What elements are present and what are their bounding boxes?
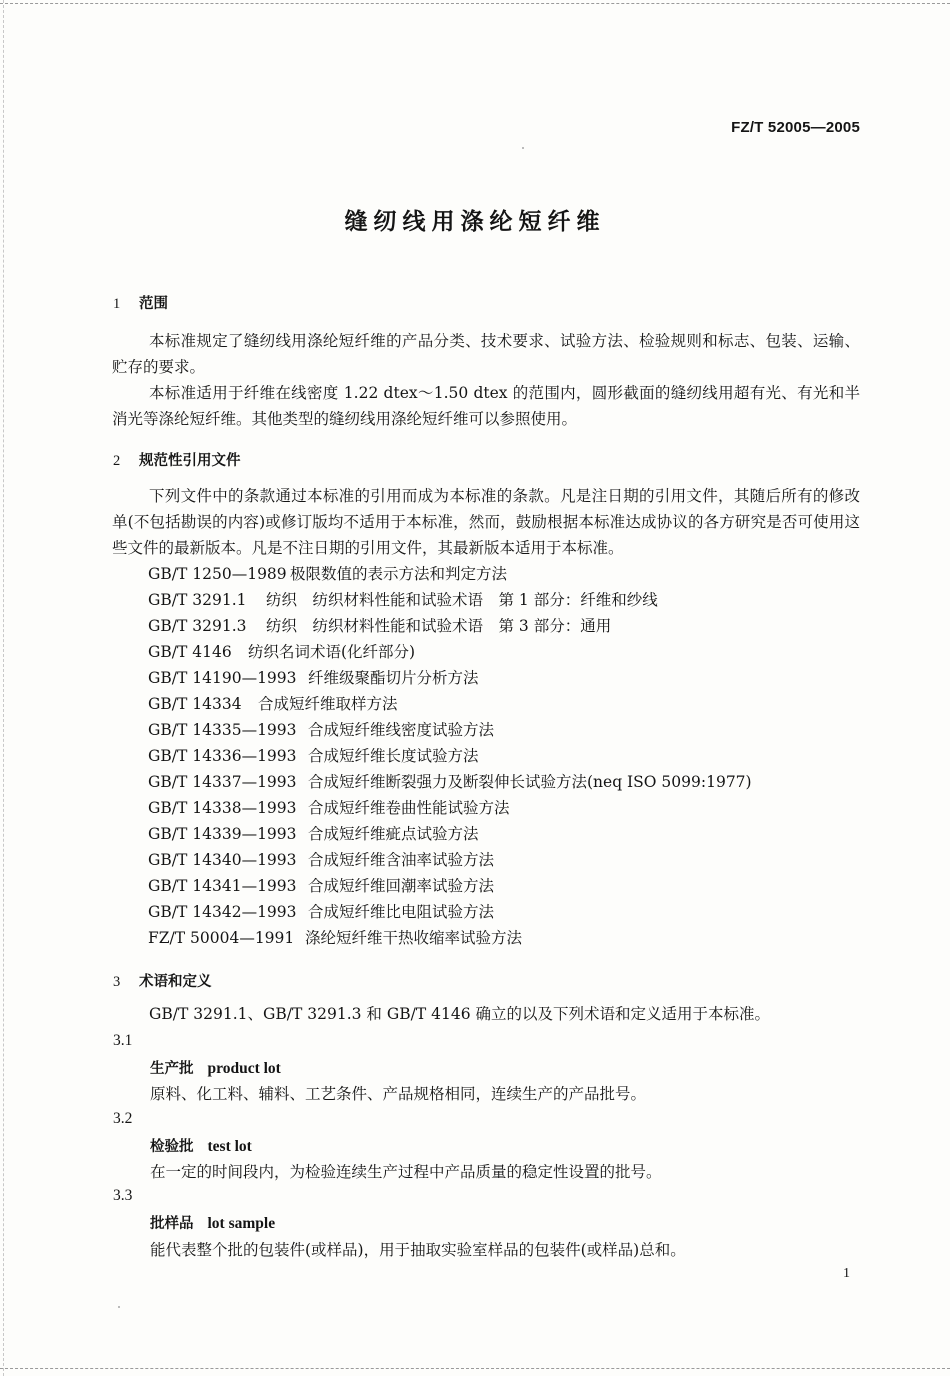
scan-edge-top [0, 3, 950, 4]
reference-code: GB/T 4146 [148, 643, 232, 661]
page-number: 1 [843, 1266, 850, 1281]
reference-title: 合成短纤维长度试验方法 [308, 747, 479, 765]
reference-item [148, 614, 611, 636]
term-entry [150, 1135, 252, 1156]
reference-code: GB/T 14341—1993 [148, 877, 297, 895]
section-2-intro: 下列文件中的条款通过本标准的引用而成为本标准的条款。凡是注日期的引用文件，其随后所有的修改单(不包括勘误的内容)或修订版均不适用于本标准，然而，鼓励根据本标准达成协议的各方研究是否可使用这些文件的最新版本。凡是不注日期的引用文件，其最新版本适用于本标准。 [112, 487, 860, 557]
reference-code: GB/T 14340—1993 [148, 851, 297, 869]
reference-code: GB/T 14336—1993 [148, 747, 297, 765]
reference-item [148, 900, 494, 922]
scan-speck [118, 1306, 120, 1308]
term-definition: 在一定的时间段内，为检验连续生产过程中产品质量的稳定性设置的批号。 [150, 1163, 662, 1181]
reference-title: 合成短纤维取样方法 [258, 695, 398, 713]
reference-code: GB/T 3291.1 [148, 591, 247, 609]
subclause-number: 3.3 [113, 1187, 133, 1204]
reference-title: 涤纶短纤维干热收缩率试验方法 [305, 929, 523, 947]
section-number: 2 [113, 453, 121, 469]
reference-code: GB/T 14334 [148, 695, 242, 713]
reference-code: GB/T 14338—1993 [148, 799, 297, 817]
reference-title: 纤维级聚酯切片分析方法 [308, 669, 479, 687]
term-definition: 能代表整个批的包装件(或样品)，用于抽取实验室样品的包装件(或样品)总和。 [150, 1241, 686, 1259]
subclause-number: 3.1 [113, 1032, 133, 1049]
section-title: 术语和定义 [139, 974, 212, 990]
reference-item [148, 718, 494, 740]
reference-code: GB/T 14342—1993 [148, 903, 297, 921]
section-number: 1 [113, 296, 121, 312]
reference-title: 合成短纤维比电阻试验方法 [308, 903, 495, 921]
reference-title: 合成短纤维回潮率试验方法 [308, 877, 495, 895]
section-1-paragraph: 本标准规定了缝纫线用涤纶短纤维的产品分类、技术要求、试验方法、检验规则和标志、包装、运输、贮存的要求。 [112, 332, 860, 376]
reference-code: GB/T 14339—1993 [148, 825, 297, 843]
reference-item [148, 822, 479, 844]
section-title: 范围 [139, 296, 168, 312]
subclause-number: 3.2 [113, 1110, 133, 1127]
document-title: 缝纫线用涤纶短纤维 [344, 209, 606, 235]
reference-item [148, 848, 494, 870]
term-entry [150, 1212, 275, 1233]
reference-title: 纺织 纺织材料性能和试验术语 第 1 部分：纤维和纱线 [266, 591, 658, 609]
section-3-intro: GB/T 3291.1、GB/T 3291.3 和 GB/T 4146 确立的以及下列术语和定义适用于本标准。 [149, 1005, 770, 1023]
reference-item [148, 926, 522, 948]
reference-title: 合成短纤维卷曲性能试验方法 [308, 799, 510, 817]
reference-code: GB/T 14335—1993 [148, 721, 297, 739]
reference-item [148, 692, 398, 714]
section-3-heading [113, 970, 212, 991]
reference-title: 合成短纤维疵点试验方法 [308, 825, 479, 843]
section-number: 3 [113, 974, 121, 990]
term-definition: 原料、化工料、辅料、工艺条件、产品规格相同，连续生产的产品批号。 [150, 1085, 647, 1103]
reference-title: 极限数值的表示方法和判定方法 [290, 565, 508, 583]
reference-item [148, 744, 479, 766]
reference-item [148, 640, 415, 662]
reference-title: 纺织名词术语(化纤部分) [248, 643, 416, 661]
term-chinese: 批样品 [150, 1216, 194, 1232]
reference-code: GB/T 1250—1989 [148, 565, 287, 583]
reference-code: GB/T 14337—1993 [148, 773, 297, 791]
term-chinese: 检验批 [150, 1139, 194, 1155]
reference-title: 合成短纤维断裂强力及断裂伸长试验方法(neq ISO 5099:1977) [308, 773, 752, 791]
section-1-paragraph: 本标准适用于纤维在线密度 1.22 dtex～1.50 dtex 的范围内，圆形截面的缝纫线用超有光、有光和半消光等涤纶短纤维。其他类型的缝纫线用涤纶短纤维可以参照使用。 [112, 384, 860, 428]
term-english: lot sample [207, 1215, 276, 1232]
reference-code: GB/T 3291.3 [148, 617, 247, 635]
section-2-heading [113, 449, 241, 470]
term-chinese: 生产批 [150, 1061, 194, 1077]
term-english: product lot [207, 1060, 281, 1077]
reference-item [148, 562, 507, 584]
scan-speck [522, 147, 524, 149]
scan-edge-bottom [0, 1368, 950, 1369]
reference-code: GB/T 14190—1993 [148, 669, 297, 687]
reference-item [148, 874, 494, 896]
reference-item [148, 666, 479, 688]
reference-title: 纺织 纺织材料性能和试验术语 第 3 部分：通用 [266, 617, 612, 635]
reference-title: 合成短纤维线密度试验方法 [308, 721, 495, 739]
reference-item [148, 770, 752, 792]
section-1-heading [113, 292, 168, 313]
term-english: test lot [207, 1138, 252, 1155]
reference-item [148, 796, 510, 818]
standard-code: FZ/T 52005—2005 [731, 119, 860, 136]
reference-code: FZ/T 50004—1991 [148, 929, 295, 947]
reference-title: 合成短纤维含油率试验方法 [308, 851, 495, 869]
section-title: 规范性引用文件 [139, 453, 241, 469]
reference-item [148, 588, 658, 610]
term-entry [150, 1057, 281, 1078]
